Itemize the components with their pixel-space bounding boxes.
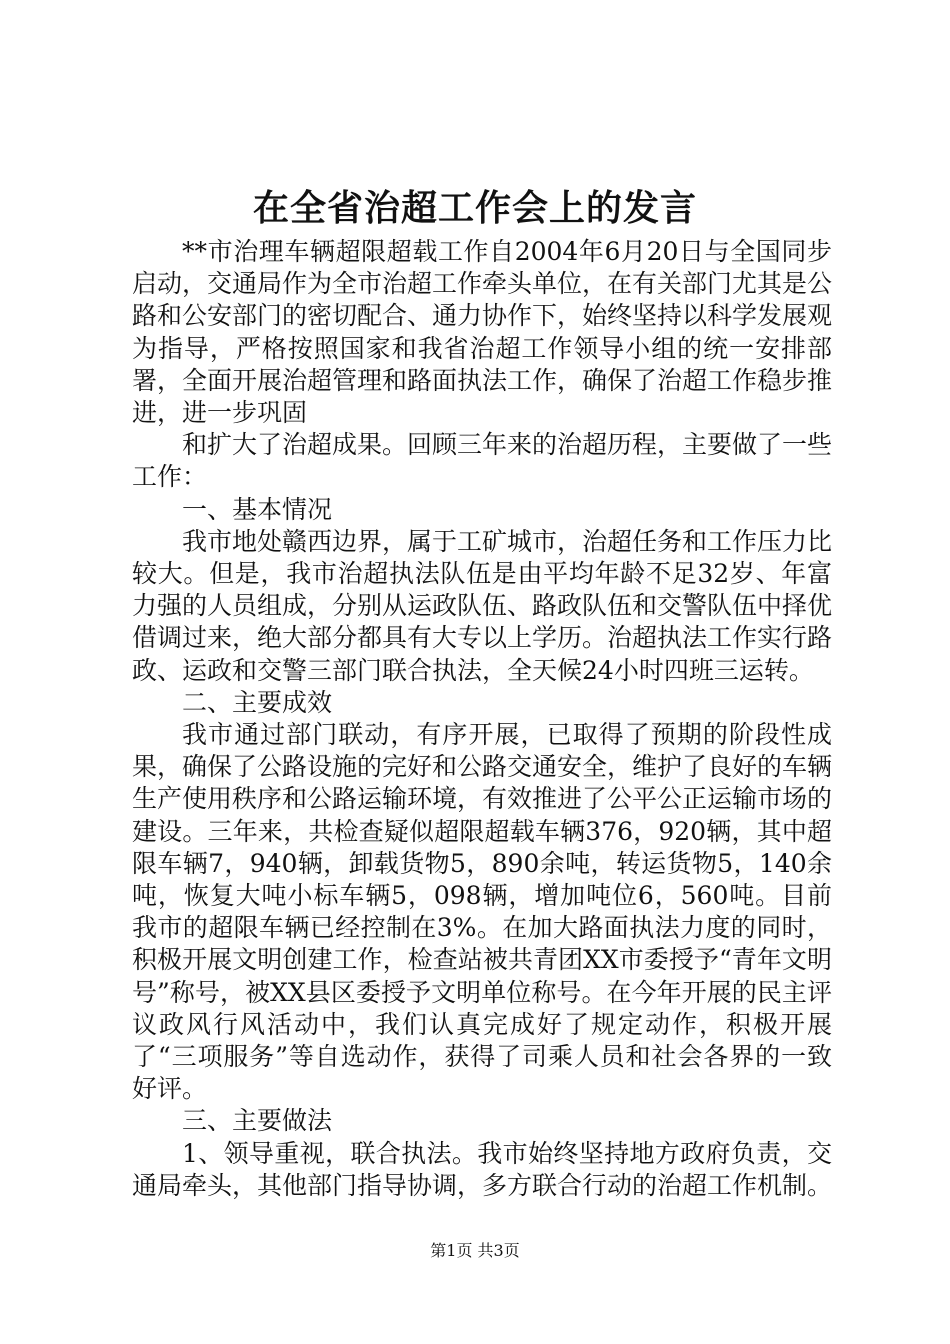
document-title: 在全省治超工作会上的发言 (252, 187, 697, 229)
paragraph-main-results: 我市通过部门联动，有序开展，已取得了预期的阶段性成果，确保了公路设施的完好和公路交通安全，维护了良好的车辆生产使用秩序和公路运输环境，有效推进了公平公正运输市场的建设。三年来，共检查疑似超限超载车辆376，920辆，其中超限车辆7，940辆，卸载货物5，890余吨，转运货物5，140余吨，恢复大吨小标车辆5，098辆，增加吨位6，560吨。目前我市的超限车辆已经控制在3%。在加大路面执法力度的同时，积极开展文明创建工作，检查站被共青团XX市委授予“青年文明号”称号，被XX县区委授予文明单位称号。在今年开展的民主评议政风行风活动中，我们认真完成好了规定动作，积极开展了“三项服务”等自选动作，获得了司乘人员和社会各界的一致好评。 (132, 720, 833, 1104)
paragraph-practice-1: 1、领导重视，联合执法。我市始终坚持地方政府负责，交通局牵头，其他部门指导协调，多方联合行动的治超工作机制。 (132, 1138, 833, 1200)
paragraph-basic-situation: 我市地处赣西边界，属于工矿城市，治超任务和工作压力比较大。但是，我市治超执法队伍是由平均年龄不足32岁、年富力强的人员组成，分别从运政队伍、路政队伍和交警队伍中择优借调过来，绝大部分都具有大专以上学历。治超执法工作实行路政、运政和交警三部门联合执法，全天候24小时四班三运转。 (132, 526, 833, 685)
section-heading-basic-situation: 一、基本情况 (182, 494, 333, 524)
section-heading-main-practices: 三、主要做法 (182, 1106, 333, 1136)
paragraph-intro: **市治理车辆超限超载工作自2004年6月20日与全国同步启动，交通局作为全市治超工作牵头单位，在有关部门尤其是公路和公安部门的密切配合、通力协作下，始终坚持以科学发展观为指导，严格按照国家和我省治超工作领导小组的统一安排部署，全面开展治超管理和路面执法工作，确保了治超工作稳步推进，进一步巩固 (132, 237, 833, 428)
document-body (132, 236, 832, 1202)
section-heading-main-results: 二、主要成效 (182, 687, 333, 717)
paragraph-intro-continued: 和扩大了治超成果。回顾三年来的治超历程，主要做了一些工作： (132, 430, 833, 492)
page-footer: 第1页 共3页 (430, 1241, 520, 1260)
